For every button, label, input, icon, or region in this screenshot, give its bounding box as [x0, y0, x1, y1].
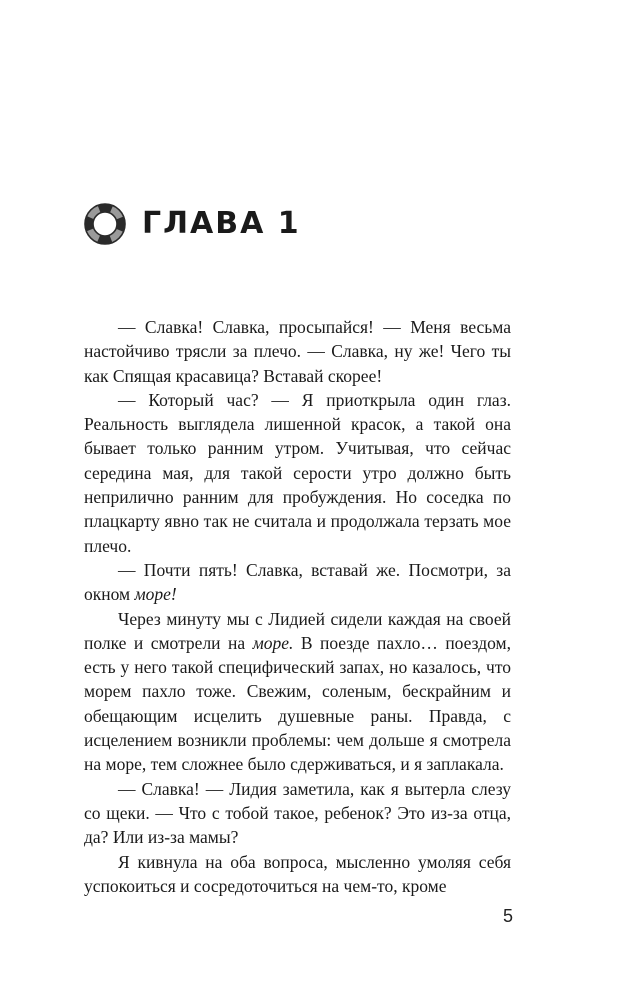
- paragraph: [84, 850, 511, 899]
- paragraph: [84, 607, 511, 777]
- paragraph: [84, 558, 511, 607]
- chapter-body-text: [84, 315, 511, 898]
- page-number: 5: [502, 906, 513, 926]
- chapter-title: ГЛАВА 1: [142, 206, 301, 241]
- paragraph: [84, 315, 511, 388]
- text-run: — Славка! Славка, просыпайся! — Меня весьма настойчиво трясли за плечо. — Славка, ну же! Чего ты как Спящая красавица? Вставай скорее!: [84, 317, 511, 386]
- italic-text: море!: [134, 584, 177, 605]
- text-run: — Который час? — Я приоткрыла один глаз. Реальность выглядела лишенной красок, а такой она бывает только ранним утром. Учитывая, что сейчас середина мая, для такой серости утро должно быть неприлично ранним для пробуждения. Но соседка по плацкарту явно так не считала и продолжала терзать мое плечо.: [84, 389, 511, 556]
- text-run: — Почти пять! Славка, вставай же. Посмотри, за окном: [84, 559, 511, 605]
- chapter-header: [84, 203, 301, 245]
- lifebuoy-icon: [84, 203, 126, 245]
- text-run: В поезде пахло… поездом, есть у него такой специфический запах, но казалось, что морем пахло тоже. Свежим, соленым, бескрайним и обещающим исцелить душевные раны. Правда, с исцелением возникли проблемы: чем дольше я смотрела на море, тем сложнее было сдерживаться, и я заплакала.: [84, 632, 511, 775]
- text-run: Я кивнула на оба вопроса, мысленно умоляя себя успокоиться и сосредоточиться на чем-то, кроме: [84, 851, 511, 896]
- italic-text: море.: [252, 632, 294, 653]
- paragraph: [84, 777, 511, 850]
- text-run: — Славка! — Лидия заметила, как я вытерла слезу со щеки. — Что с тобой такое, ребенок? Это из-за отца, да? Или из-за мамы?: [84, 778, 511, 848]
- text-run: Через минуту мы с Лидией сидели каждая на своей полке и смотрели на: [84, 608, 511, 653]
- paragraph: [84, 388, 511, 558]
